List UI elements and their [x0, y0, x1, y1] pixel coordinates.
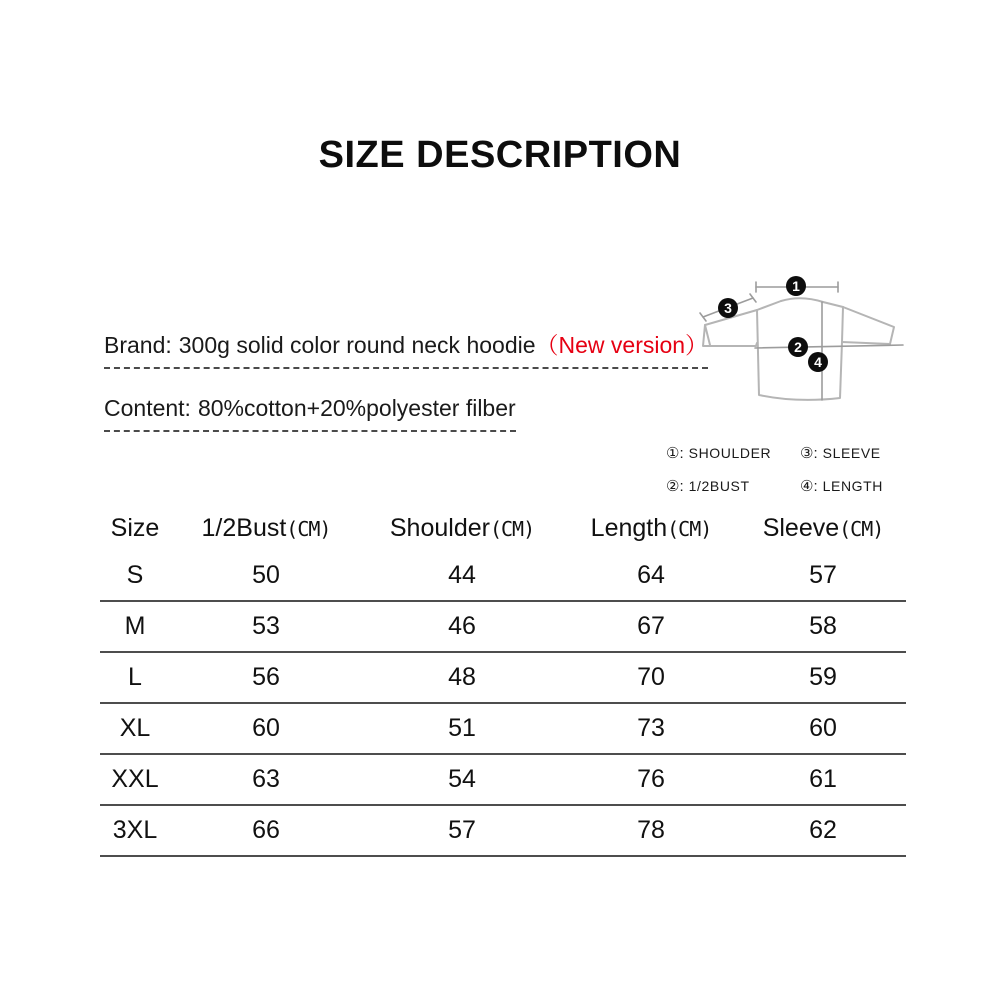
cell-length: 73 — [562, 703, 740, 754]
brand-line — [104, 327, 708, 369]
table-row — [100, 601, 906, 652]
cell-bust: 63 — [170, 754, 362, 805]
circled-4-icon: ④: — [800, 478, 818, 495]
marker-4-number: 4 — [814, 354, 822, 370]
unit-label: (CM) — [839, 516, 884, 541]
marker-3-number: 3 — [724, 300, 732, 316]
measurement-legend — [666, 444, 883, 495]
brand-new-version-note: （New version） — [535, 332, 709, 358]
table-row — [100, 805, 906, 856]
legend-label: 1/2BUST — [688, 478, 750, 494]
column-header-sleeve: Sleeve(CM) — [762, 513, 884, 542]
marker-badges — [718, 276, 828, 372]
legend-item-shoulder — [666, 444, 800, 462]
table-row — [100, 550, 906, 601]
circled-1-icon: ①: — [666, 445, 684, 462]
content-line — [104, 395, 516, 432]
cell-sleeve: 60 — [740, 703, 906, 754]
cell-length: 70 — [562, 652, 740, 703]
cell-sleeve: 62 — [740, 805, 906, 856]
unit-label: (CM) — [489, 516, 535, 541]
page-title: SIZE DESCRIPTION — [318, 134, 682, 176]
cell-shoulder: 48 — [362, 652, 562, 703]
cell-bust: 50 — [170, 550, 362, 601]
cell-size: L — [100, 652, 170, 703]
cell-shoulder: 57 — [362, 805, 562, 856]
column-header-shoulder: Shoulder(CM) — [389, 513, 535, 542]
cell-size: S — [100, 550, 170, 601]
cell-bust: 60 — [170, 703, 362, 754]
circled-2-icon: ②: — [666, 478, 684, 495]
column-header-bust: 1/2Bust(CM) — [201, 513, 331, 542]
brand-value: 300g solid color round neck hoodie — [178, 332, 536, 358]
table-header-row — [100, 506, 906, 550]
cell-size: XXL — [100, 754, 170, 805]
legend-item-sleeve — [800, 444, 883, 462]
marker-2-number: 2 — [794, 339, 802, 355]
cell-bust: 66 — [170, 805, 362, 856]
cell-length: 67 — [562, 601, 740, 652]
cell-shoulder: 46 — [362, 601, 562, 652]
cell-size: M — [100, 601, 170, 652]
unit-label: (CM) — [667, 516, 712, 541]
cell-bust: 53 — [170, 601, 362, 652]
content-label: Content: — [104, 395, 191, 421]
legend-item-length — [800, 477, 883, 495]
size-chart-table — [100, 506, 906, 857]
table-row — [100, 754, 906, 805]
legend-label: SLEEVE — [822, 445, 881, 461]
table-row — [100, 652, 906, 703]
legend-item-bust — [666, 477, 800, 495]
cell-size: 3XL — [100, 805, 170, 856]
cell-bust: 56 — [170, 652, 362, 703]
cell-sleeve: 57 — [740, 550, 906, 601]
cell-shoulder: 44 — [362, 550, 562, 601]
table-row — [100, 703, 906, 754]
cell-length: 64 — [562, 550, 740, 601]
marker-1-number: 1 — [792, 278, 800, 294]
column-header-length: Length(CM) — [590, 513, 712, 542]
cell-length: 78 — [562, 805, 740, 856]
column-header-size: Size — [110, 513, 160, 542]
cell-sleeve: 59 — [740, 652, 906, 703]
legend-label: SHOULDER — [688, 445, 772, 461]
cell-length: 76 — [562, 754, 740, 805]
cell-sleeve: 61 — [740, 754, 906, 805]
unit-label: (CM) — [286, 516, 331, 541]
content-value: 80%cotton+20%polyester filber — [197, 395, 516, 421]
cell-sleeve: 58 — [740, 601, 906, 652]
legend-label: LENGTH — [822, 478, 884, 494]
brand-label: Brand: — [104, 332, 172, 358]
cell-shoulder: 51 — [362, 703, 562, 754]
hoodie-illustration — [675, 255, 910, 430]
hoodie-measurement-diagram — [675, 255, 910, 430]
bust-measure-line — [755, 345, 903, 348]
cell-size: XL — [100, 703, 170, 754]
cell-shoulder: 54 — [362, 754, 562, 805]
circled-3-icon: ③: — [800, 445, 818, 462]
